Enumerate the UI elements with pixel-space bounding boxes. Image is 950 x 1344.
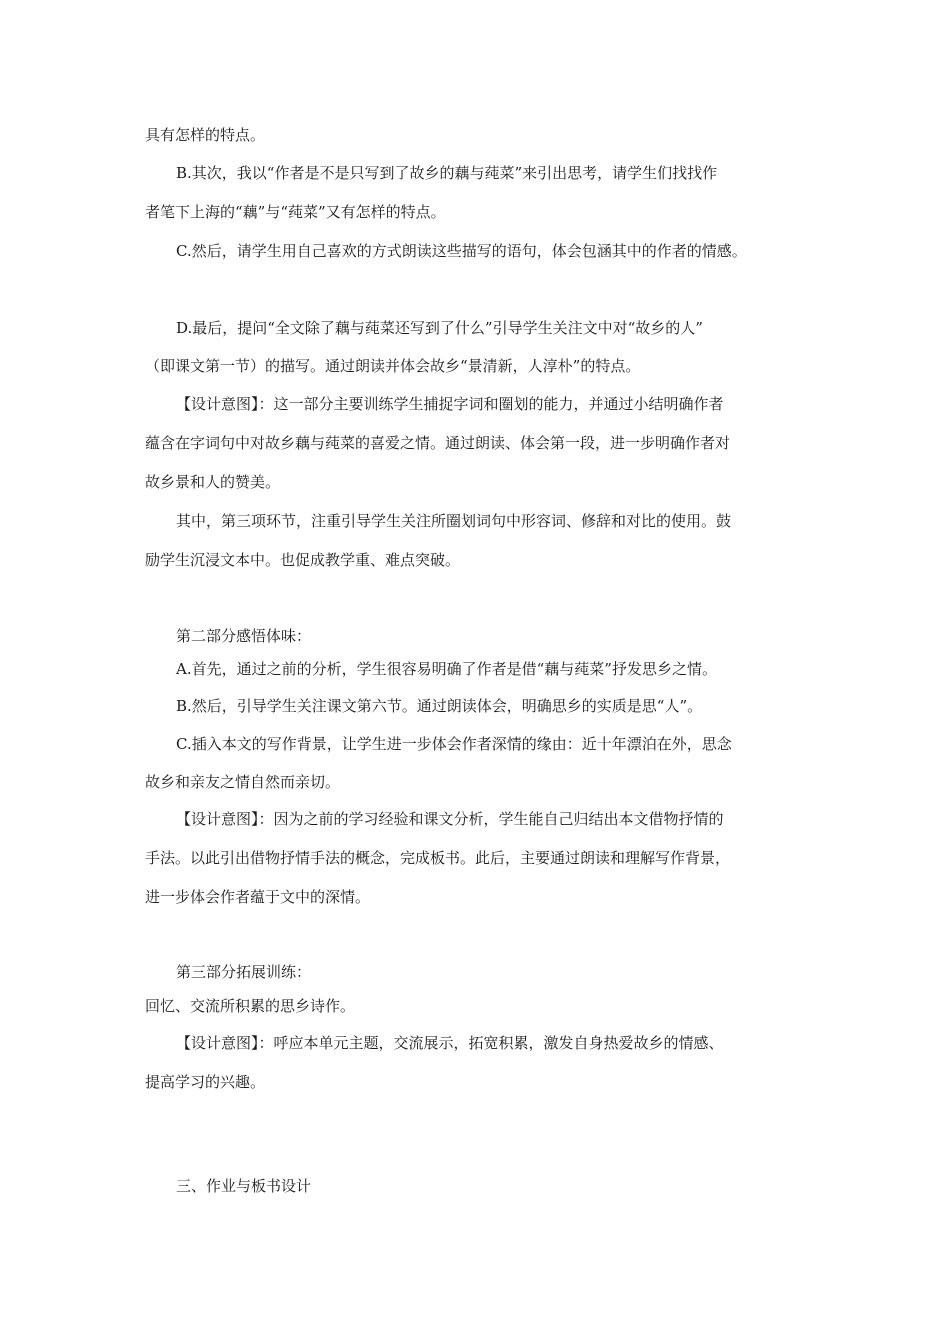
paragraph-line: 回忆、交流所积累的思乡诗作。 xyxy=(145,997,356,1015)
paragraph-line: 故乡景和人的赞美。 xyxy=(145,473,281,491)
paragraph-line: 具有怎样的特点。 xyxy=(145,126,266,144)
design-intent-line: 【设计意图】：因为之前的学习经验和课文分析，学生能自己归结出本文借物抒情的 xyxy=(176,810,724,828)
paragraph-line: D.最后，提问“全文除了藕与莼菜还写到了什么”引导学生关注文中对“故乡的人” xyxy=(176,319,703,337)
paragraph-line: C.插入本文的写作背景，让学生进一步体会作者深情的缘由：近十年漂泊在外，思念 xyxy=(176,735,732,753)
paragraph-line: 手法。以此引出借物抒情手法的概念，完成板书。此后，主要通过朗读和理解写作背景， xyxy=(145,849,731,867)
paragraph-line: 其中，第三项环节，注重引导学生关注所圈划词句中形容词、修辞和对比的使用。鼓 xyxy=(176,512,732,530)
design-intent-line: 【设计意图】：这一部分主要训练学生捕捉字词和圈划的能力，并通过小结明确作者 xyxy=(176,395,724,413)
section-heading: 第二部分感悟体味： xyxy=(176,627,312,645)
paragraph-line: C.然后，请学生用自己喜欢的方式朗读这些描写的语句，体会包涵其中的作者的情感。 xyxy=(176,242,747,260)
section-heading: 第三部分拓展训练： xyxy=(176,963,312,981)
paragraph-line: 蕴含在字词句中对故乡藕与莼菜的喜爱之情。通过朗读、体会第一段，进一步明确作者对 xyxy=(145,434,731,452)
paragraph-line: 故乡和亲友之情自然而亲切。 xyxy=(145,773,341,791)
paragraph-line: A.首先，通过之前的分析，学生很容易明确了作者是借“藕与莼菜”抒发思乡之情。 xyxy=(176,660,717,678)
paragraph-line: （即课文第一节）的描写。通过朗读并体会故乡“景清新，人淳朴”的特点。 xyxy=(145,357,641,375)
section-heading: 三、作业与板书设计 xyxy=(176,1177,312,1195)
paragraph-line: B.然后，引导学生关注课文第六节。通过朗读体会，明确思乡的实质是思“人”。 xyxy=(176,697,703,715)
paragraph-line: 者笔下上海的“藕”与“莼菜”又有怎样的特点。 xyxy=(145,203,446,221)
paragraph-line: 励学生沉浸文本中。也促成教学重、难点突破。 xyxy=(145,551,461,569)
design-intent-line: 【设计意图】：呼应本单元主题，交流展示，拓宽积累，激发自身热爱故乡的情感、 xyxy=(176,1034,724,1052)
paragraph-line: 进一步体会作者蕴于文中的深情。 xyxy=(145,888,371,906)
paragraph-line: B.其次，我以“作者是不是只写到了故乡的藕与莼菜”来引出思考，请学生们找找作 xyxy=(176,164,718,182)
paragraph-line: 提高学习的兴趣。 xyxy=(145,1073,266,1091)
